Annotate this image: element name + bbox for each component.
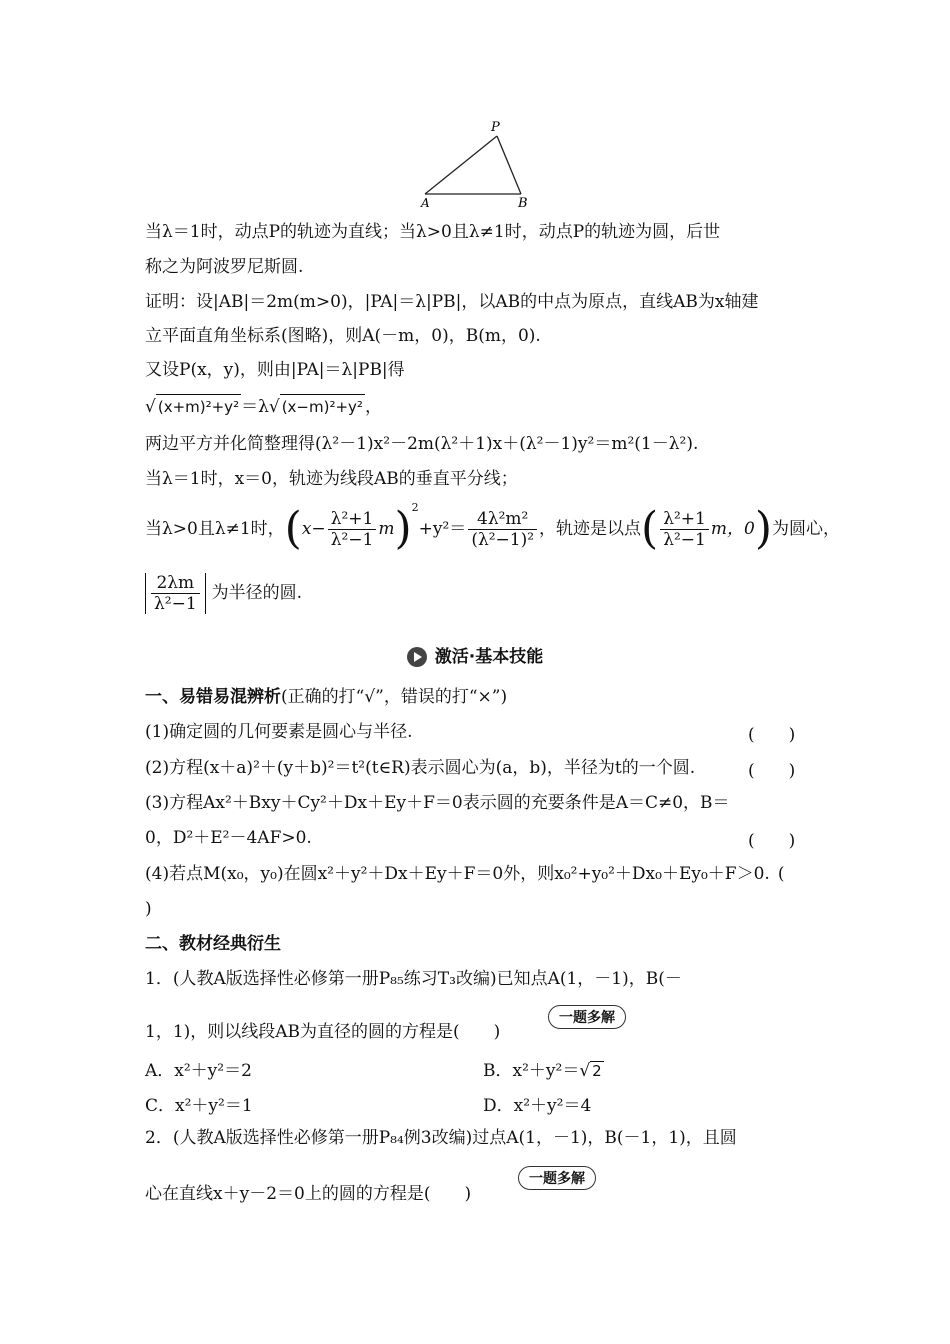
problem-1-line-2: 1，1)，则以线段AB为直径的圆的方程是( ): [145, 1022, 501, 1042]
sqrt-symbol-2: √: [268, 397, 280, 417]
answer-blank-4-open[interactable]: (: [777, 864, 785, 884]
proof-line-3: 又设P(x，y)，则由|PA|＝λ|PB|得: [145, 360, 405, 380]
center-fraction: [328, 509, 377, 550]
label-b: B: [518, 196, 528, 210]
y-term: +y²＝: [418, 519, 467, 539]
question-3-line-1: (3)方程Ax²＋Bxy＋Cy²＋Dx＋Ey＋F＝0表示圆的充要条件是A＝C≠0，B＝: [145, 793, 730, 813]
side-ap: [425, 136, 497, 194]
locus-text: ，轨迹是以点: [539, 519, 642, 539]
intro-line-1: 当λ＝1时，动点P的轨迹为直线；当λ>0且λ≠1时，动点P的轨迹为圆，后世: [145, 222, 721, 242]
radius-fraction: [468, 509, 537, 550]
answer-blank-1[interactable]: ( ): [748, 725, 796, 745]
part1-heading-text: 一、易错易混辨析: [145, 687, 281, 707]
radius-abs: [145, 573, 206, 614]
question-4-line-2[interactable]: ): [145, 899, 152, 919]
label-a: A: [421, 196, 430, 210]
answer-blank-3[interactable]: ( ): [748, 831, 796, 851]
problem-2-line-2: 心在直线x＋y－2＝0上的圆的方程是( ): [145, 1184, 472, 1204]
center-denominator: λ²−1: [663, 529, 706, 550]
answer-blank-2[interactable]: ( ): [748, 761, 796, 781]
proof-line-2: 立平面直角坐标系(图略)，则A(－m，0)，B(m，0).: [145, 326, 541, 346]
label-p: P: [491, 120, 500, 135]
fraction-denominator: λ²−1: [330, 529, 374, 550]
multi-solution-badge-1: 一题多解: [548, 1005, 626, 1029]
option-b-text: B．x²＋y²＝: [483, 1061, 580, 1081]
triangle-figure: [415, 118, 535, 210]
question-2: (2)方程(x＋a)²＋(y＋b)²＝t²(t∈R)表示圆心为(a，b)，半径为t的一个圆.: [145, 758, 696, 778]
play-icon: [407, 647, 427, 667]
case-text: 当λ>0且λ≠1时，: [145, 519, 285, 539]
radicand-right: (x−m)²+y²: [280, 394, 365, 419]
fraction-numerator: λ²+1: [328, 509, 377, 530]
center-point-fraction: [660, 509, 709, 550]
radicand-left: (x+m)²+y²: [156, 394, 241, 419]
part2-heading: 二、教材经典衍生: [145, 934, 281, 954]
radius-value-denominator: λ²−1: [154, 593, 197, 614]
x-minus: x−: [301, 519, 326, 539]
circle-equation-line: 当λ>0且λ≠1时， ( x− $\frac{\text{λ²+1}}{\text{λ²−1}}$ m ) 2 +y²＝ $\frac{\text{4λ²m²}}{\text{(λ²−1)²}}$ ，轨迹是以点 ( $\frac{\text{λ²+1}}{\text{λ²−1}}$ m，0 ) 为圆心，: [145, 501, 840, 554]
sqrt-symbol: √: [145, 397, 156, 417]
option-a[interactable]: A．x²＋y²＝2: [145, 1061, 252, 1081]
problem-2-line-1: 2．(人教A版选择性必修第一册P₈₄例3改编)过点A(1，－1)，B(－1，1)，且圆: [145, 1128, 737, 1148]
radius-denominator: (λ²−1)²: [471, 529, 535, 550]
proof-line-1: 证明：设|AB|＝2m(m>0)，|PA|＝λ|PB|，以AB的中点为原点，直线AB为x轴建: [145, 292, 759, 312]
radius-value-fraction: [151, 573, 200, 614]
option-d[interactable]: D．x²＋y²＝4: [483, 1096, 592, 1116]
part1-heading-note: (正确的打“√”，错误的打“×”): [281, 687, 508, 707]
eq-mid: ＝λ: [241, 397, 269, 417]
proof-line-5: 两边平方并化简整理得(λ²－1)x²－2m(λ²＋1)x＋(λ²－1)y²＝m²(1－λ²).: [145, 434, 699, 454]
radius-value-numerator: 2λm: [151, 573, 200, 594]
proof-line-6: 当λ＝1时，x＝0，轨迹为线段AB的垂直平分线；: [145, 469, 518, 489]
part1-heading: [145, 685, 810, 709]
center-paren-left: (: [641, 503, 659, 554]
question-4-line-1: [145, 862, 810, 886]
problem-1-line-1: 1．(人教A版选择性必修第一册P₈₅练习T₃改编)已知点A(1，－1)，B(－: [145, 969, 682, 989]
question-1: (1)确定圆的几何要素是圆心与半径.: [145, 722, 413, 742]
section-title-text: 激活·基本技能: [434, 647, 544, 667]
sqrt-symbol-b: √: [579, 1061, 591, 1081]
option-b-radicand: 2: [592, 1062, 602, 1080]
option-c[interactable]: C．x²＋y²＝1: [145, 1096, 253, 1116]
center-text: 为圆心，: [771, 519, 840, 539]
paren-left: (: [284, 503, 302, 554]
intro-line-2: 称之为阿波罗尼斯圆.: [145, 257, 304, 277]
eq-end: ，: [364, 397, 382, 417]
question-3-line-2: 0，D²＋E²－4AF>0.: [145, 828, 312, 848]
side-pb: [497, 136, 521, 194]
radius-text: 为半径的圆.: [211, 583, 303, 603]
center-m: m，0: [710, 519, 755, 539]
multi-solution-badge-2: 一题多解: [518, 1166, 596, 1190]
radius-line: [145, 566, 810, 620]
question-4-text: (4)若点M(x₀，y₀)在圆x²＋y²＋Dx＋Ey＋F＝0外，则x₀²+y₀²＋Dx₀＋Ey₀＋F＞0.: [145, 864, 770, 884]
option-b[interactable]: [483, 1056, 604, 1081]
distance-equation: [145, 394, 810, 419]
paren-right: ): [394, 503, 412, 554]
center-paren-right: ): [754, 503, 772, 554]
center-numerator: λ²+1: [660, 509, 709, 530]
radius-numerator: 4λ²m²: [468, 509, 537, 530]
m-var: m: [378, 519, 395, 539]
section-title: [0, 642, 950, 667]
